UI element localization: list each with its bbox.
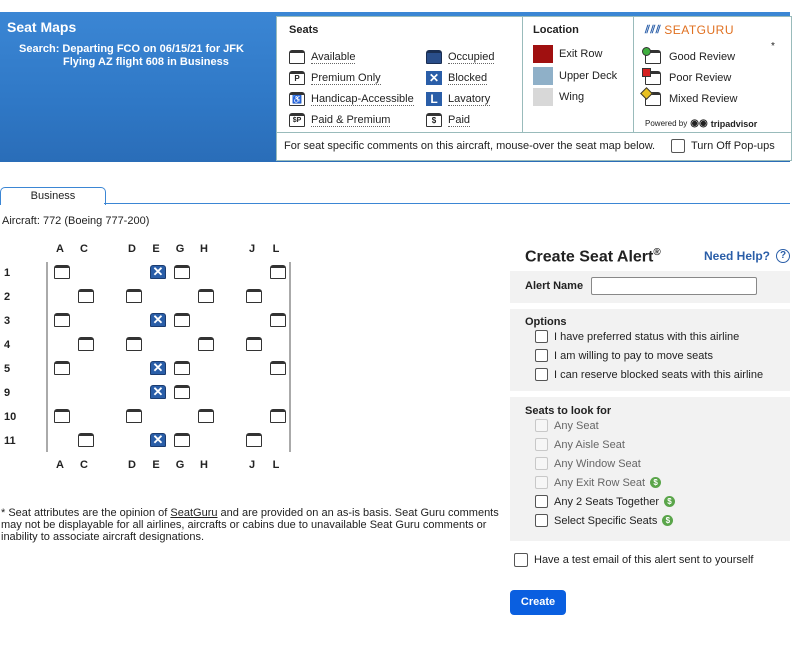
popups-checkbox[interactable] [671,139,685,153]
popups-toggle[interactable]: Turn Off Pop-ups [671,139,775,153]
legend-upper-deck: Upper Deck [533,67,617,85]
mixed-review-icon [645,92,661,106]
legend-item-available: Available [289,50,355,64]
need-help-link[interactable]: Need Help? ? [704,249,790,263]
seat-5L[interactable] [270,361,286,375]
search-line-2: Flying AZ flight 608 in Business [63,56,229,68]
seat-premium-icon: P [289,71,305,85]
col-header-G: G [175,243,185,255]
exit-row-swatch [533,45,553,63]
any-seat-checkbox[interactable] [535,419,548,432]
tab-business[interactable]: Business [0,187,106,205]
specific-seats-checkbox[interactable] [535,514,548,527]
col-header-J: J [248,243,256,255]
col-footer-C: C [80,459,88,471]
legend-item-occupied: Occupied [426,50,494,64]
seatguru-link[interactable]: SeatGuru [170,507,218,519]
seat-11E-blocked[interactable]: ✕ [150,433,166,447]
seat-option-two-together[interactable]: Any 2 Seats Together $ [535,495,675,508]
row-label-4: 4 [4,339,11,351]
legend-item-handicap: ♿ Handicap-Accessible [289,92,414,106]
seats-to-look-for-panel [510,397,790,541]
seat-2C[interactable] [78,289,94,303]
seat-occupied-icon [426,50,442,64]
seats-to-look-for-title: Seats to look for [525,405,612,417]
legend-item-paid-premium: $P Paid & Premium [289,113,390,127]
col-header-A: A [56,243,64,255]
create-button[interactable]: Create [510,590,566,615]
seat-option-any-window[interactable]: Any Window Seat [535,457,641,470]
legend-seats-title: Seats [289,24,319,36]
seat-legend [276,16,792,161]
options-panel [510,309,790,391]
tripadvisor-owl-icon: ◉◉ [690,118,708,129]
row-label-11: 11 [4,435,16,447]
legend-exit-row: Exit Row [533,45,602,63]
upper-deck-swatch [533,67,553,85]
two-together-checkbox[interactable] [535,495,548,508]
seat-10H[interactable] [198,409,214,423]
legend-item-premium: P Premium Only [289,71,381,85]
seat-3A[interactable] [54,313,70,327]
search-prefix: Search: [19,43,60,55]
seat-3L[interactable] [270,313,286,327]
seat-option-any-exit-row[interactable]: Any Exit Row Seat $ [535,476,661,489]
col-header-D: D [128,243,136,255]
seat-1A[interactable] [54,265,70,279]
option-reserve-blocked[interactable]: I can reserve blocked seats with this airline [535,368,763,381]
poor-review-icon [645,71,661,85]
wing-swatch [533,88,553,106]
col-footer-A: A [56,459,64,471]
option-pay-to-move[interactable]: I am willing to pay to move seats [535,349,713,362]
seat-11J[interactable] [246,433,262,447]
help-icon: ? [776,249,790,263]
fuselage-wall-left [46,262,48,452]
seat-1G[interactable] [174,265,190,279]
seat-option-any-aisle[interactable]: Any Aisle Seat [535,438,625,451]
seat-handicap-icon: ♿ [289,92,305,106]
seat-blocked-icon: ✕ [426,71,442,85]
row-label-2: 2 [4,291,11,303]
col-header-L: L [272,243,280,255]
test-email-checkbox[interactable] [514,553,528,567]
col-header-H: H [200,243,208,255]
seat-2H[interactable] [198,289,214,303]
row-label-1: 1 [4,267,11,279]
col-footer-G: G [175,459,185,471]
reserve-blocked-checkbox[interactable] [535,368,548,381]
alert-title: Create Seat Alert® [525,247,661,266]
row-label-5: 5 [4,363,11,375]
seatguru-logo-icon: ⫽⫽⫽ [645,23,662,36]
seat-11C[interactable] [78,433,94,447]
legend-item-paid: $ Paid [426,113,470,127]
col-footer-D: D [128,459,136,471]
seat-9G[interactable] [174,385,190,399]
alert-name-input[interactable] [591,277,757,295]
seat-4D[interactable] [126,337,142,351]
legend-item-blocked: ✕ Blocked [426,71,487,85]
seat-2D[interactable] [126,289,142,303]
col-footer-J: J [248,459,256,471]
alert-name-panel [510,271,790,303]
any-aisle-checkbox[interactable] [535,438,548,451]
seat-2J[interactable] [246,289,262,303]
options-title: Options [525,316,567,328]
col-footer-E: E [152,459,160,471]
seat-1E-blocked[interactable]: ✕ [150,265,166,279]
lavatory-icon: L [426,92,442,106]
alert-name-label: Alert Name [525,280,584,292]
seat-3G[interactable] [174,313,190,327]
seat-3E-blocked[interactable]: ✕ [150,313,166,327]
row-label-10: 10 [4,411,17,423]
paid-dollar-icon: $ [662,515,673,526]
seat-4J[interactable] [246,337,262,351]
good-review-icon [645,50,661,64]
test-email-option[interactable]: Have a test email of this alert sent to yourself [514,553,754,567]
preferred-status-checkbox[interactable] [535,330,548,343]
powered-by-tripadvisor[interactable]: Powered by ◉◉ tripadvisor [645,118,758,129]
row-label-3: 3 [4,315,11,327]
seat-10L[interactable] [270,409,286,423]
any-exit-row-checkbox[interactable] [535,476,548,489]
seat-5A[interactable] [54,361,70,375]
fuselage-wall-right [289,262,291,452]
paid-dollar-icon: $ [650,477,661,488]
any-window-checkbox[interactable] [535,457,548,470]
seat-10D[interactable] [126,409,142,423]
page-title: Seat Maps [7,19,77,35]
seat-paid-premium-icon: $P [289,113,305,127]
legend-wing: Wing [533,88,584,106]
seat-11G[interactable] [174,433,190,447]
disclaimer: * Seat attributes are the opinion of SeatGuru and are provided on an as-is basis. Seat Guru comments may not be displayable for all airlines, aircrafts or cabins due to unavailable Seat Guru comments or inability to associate aircraft designations. [1,507,499,543]
search-line-1: Departing FCO on 06/15/21 for JFK [62,43,244,55]
seat-10A[interactable] [54,409,70,423]
legend-poor-review: Poor Review [645,71,731,85]
seat-9E-blocked[interactable]: ✕ [150,385,166,399]
seat-5G[interactable] [174,361,190,375]
seatguru-logo[interactable] [645,23,734,37]
seat-5E-blocked[interactable]: ✕ [150,361,166,375]
seat-option-specific[interactable]: Select Specific Seats $ [535,514,673,527]
seat-1L[interactable] [270,265,286,279]
legend-item-lavatory: L Lavatory [426,92,490,106]
col-header-C: C [80,243,88,255]
seatguru-brand: SEATGURU [664,23,735,37]
legend-mixed-review: Mixed Review [645,92,737,106]
seat-option-any-seat[interactable]: Any Seat [535,419,599,432]
seat-4H[interactable] [198,337,214,351]
col-footer-L: L [272,459,280,471]
col-footer-H: H [200,459,208,471]
legend-location-title: Location [533,24,579,36]
col-header-E: E [152,243,160,255]
legend-good-review: Good Review [645,50,735,64]
pay-to-move-checkbox[interactable] [535,349,548,362]
seat-map [0,0,300,480]
seat-paid-icon: $ [426,113,442,127]
legend-asterisk: * [771,41,775,52]
option-preferred-status[interactable]: I have preferred status with this airline [535,330,739,343]
aircraft-label: Aircraft: 772 (Boeing 777-200) [2,215,150,227]
paid-dollar-icon: $ [664,496,675,507]
row-label-9: 9 [4,387,11,399]
seat-4C[interactable] [78,337,94,351]
legend-footer-note: For seat specific comments on this aircraft, mouse-over the seat map below. [284,140,656,152]
